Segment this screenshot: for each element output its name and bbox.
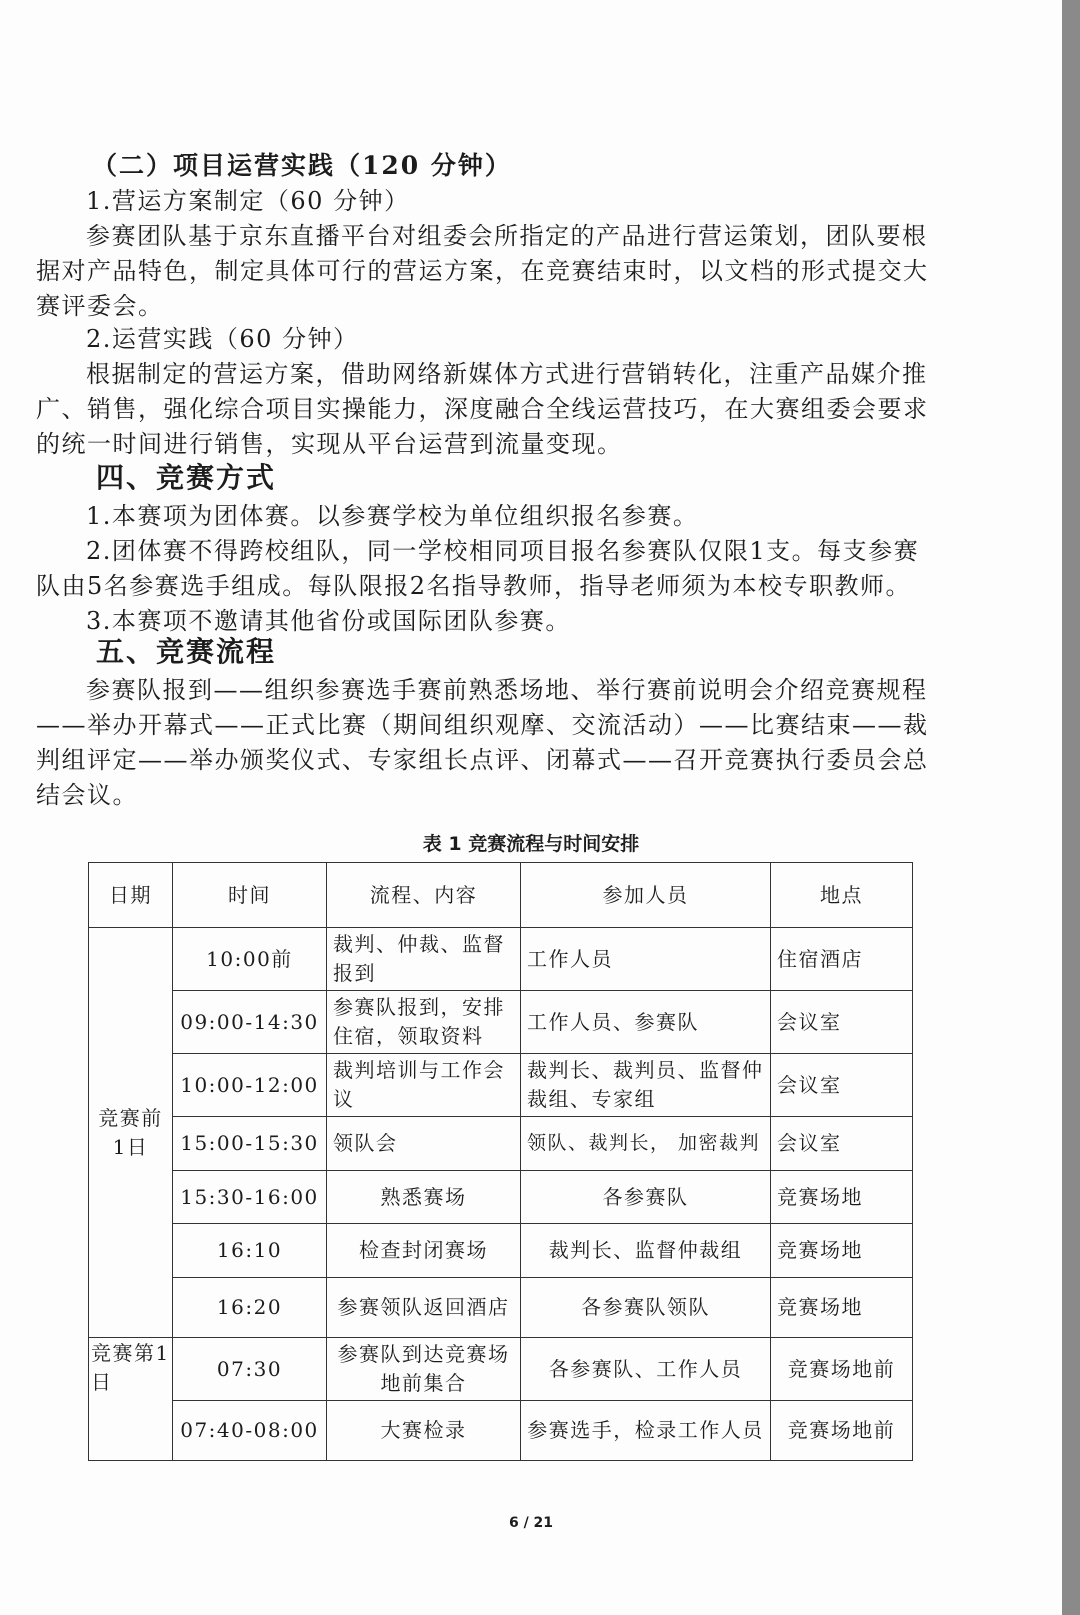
paragraph-line: 1.本赛项为团体赛。以参赛学校为单位组织报名参赛。 — [86, 502, 699, 530]
time-cell: 07:40-08:00 — [173, 1401, 327, 1461]
time-cell: 10:00前 — [173, 928, 327, 991]
people-cell: 各参赛队、工作人员 — [521, 1338, 771, 1401]
place-cell: 竞赛场地前 — [771, 1338, 913, 1401]
place-cell: 竞赛场地 — [771, 1224, 913, 1278]
section-2-item-2: 2.运营实践（60 分钟） — [86, 325, 359, 353]
place-cell: 会议室 — [771, 1117, 913, 1171]
content-cell: 熟悉赛场 — [327, 1171, 521, 1224]
table-row — [89, 1171, 913, 1224]
content-cell: 大赛检录 — [327, 1401, 521, 1461]
time-cell: 16:10 — [173, 1224, 327, 1278]
content-cell: 裁判培训与工作会议 — [327, 1054, 521, 1117]
table-row — [89, 928, 913, 991]
content-cell: 参赛队报到，安排住宿，领取资料 — [327, 991, 521, 1054]
content-cell: 参赛领队返回酒店 — [327, 1278, 521, 1338]
content-cell: 领队会 — [327, 1117, 521, 1171]
time-cell: 16:20 — [173, 1278, 327, 1338]
people-cell: 参赛选手，检录工作人员 — [521, 1401, 771, 1461]
paragraph-line: 2.团体赛不得跨校组队，同一学校相同项目报名参赛队仅限1支。每支参赛 — [86, 537, 920, 565]
time-cell: 15:30-16:00 — [173, 1171, 327, 1224]
date-cell: 竞赛前1日 — [89, 928, 173, 1338]
time-cell: 09:00-14:30 — [173, 991, 327, 1054]
table-row — [89, 1401, 913, 1461]
header-date: 日期 — [89, 863, 173, 928]
table-row — [89, 1117, 913, 1171]
header-content: 流程、内容 — [327, 863, 521, 928]
page-edge — [1062, 0, 1080, 1615]
people-cell: 工作人员、参赛队 — [521, 991, 771, 1054]
paragraph-line: 据对产品特色，制定具体可行的营运方案，在竞赛结束时，以文档的形式提交大 — [36, 257, 929, 285]
paragraph-line: 参赛队报到——组织参赛选手赛前熟悉场地、举行赛前说明会介绍竞赛规程 — [86, 676, 928, 704]
time-cell: 10:00-12:00 — [173, 1054, 327, 1117]
paragraph-line: 赛评委会。 — [36, 292, 164, 320]
paragraph-line: 队由5名参赛选手组成。每队限报2名指导教师，指导老师须为本校专职教师。 — [36, 572, 912, 600]
section-2-item-1: 1.营运方案制定（60 分钟） — [86, 187, 410, 215]
section-5-heading: 五、竞赛流程 — [96, 635, 277, 668]
time-cell: 07:30 — [173, 1338, 327, 1401]
section-4-heading: 四、竞赛方式 — [96, 461, 277, 494]
paragraph-line: 参赛团队基于京东直播平台对组委会所指定的产品进行营运策划，团队要根 — [86, 222, 928, 250]
place-cell: 会议室 — [771, 991, 913, 1054]
table-row — [89, 1278, 913, 1338]
content-cell: 裁判、仲裁、监督报到 — [327, 928, 521, 991]
section-2-heading: （二）项目运营实践（120 分钟） — [92, 151, 512, 180]
place-cell: 会议室 — [771, 1054, 913, 1117]
people-cell: 各参赛队 — [521, 1171, 771, 1224]
table-row — [89, 1054, 913, 1117]
place-cell: 竞赛场地前 — [771, 1401, 913, 1461]
paragraph-line: 3.本赛项不邀请其他省份或国际团队参赛。 — [86, 607, 571, 635]
place-cell: 住宿酒店 — [771, 928, 913, 991]
schedule-table — [88, 862, 913, 1461]
paragraph-line: ——举办开幕式——正式比赛（期间组织观摩、交流活动）——比赛结束——裁 — [36, 711, 929, 739]
people-cell: 各参赛队领队 — [521, 1278, 771, 1338]
table-caption: 表 1 竞赛流程与时间安排 — [422, 833, 640, 855]
paragraph-line: 判组评定——举办颁奖仪式、专家组长点评、闭幕式——召开竞赛执行委员会总 — [36, 746, 929, 774]
page-number: 6 / 21 — [508, 1515, 554, 1531]
people-cell: 领队、裁判长， 加密裁判 — [521, 1117, 771, 1171]
table-row — [89, 1224, 913, 1278]
place-cell: 竞赛场地 — [771, 1278, 913, 1338]
content-cell: 参赛队到达竞赛场地前集合 — [327, 1338, 521, 1401]
time-cell: 15:00-15:30 — [173, 1117, 327, 1171]
paragraph-line: 的统一时间进行销售，实现从平台运营到流量变现。 — [36, 430, 623, 458]
people-cell: 工作人员 — [521, 928, 771, 991]
paragraph-line: 根据制定的营运方案，借助网络新媒体方式进行营销转化，注重产品媒介推 — [86, 360, 928, 388]
paragraph-line: 结会议。 — [36, 781, 138, 809]
people-cell: 裁判长、监督仲裁组 — [521, 1224, 771, 1278]
table-header-row — [89, 863, 913, 928]
header-time: 时间 — [173, 863, 327, 928]
table-row — [89, 991, 913, 1054]
header-place: 地点 — [771, 863, 913, 928]
people-cell: 裁判长、裁判员、监督仲裁组、专家组 — [521, 1054, 771, 1117]
paragraph-line: 广、销售，强化综合项目实操能力，深度融合全线运营技巧，在大赛组委会要求 — [36, 395, 929, 423]
header-people: 参加人员 — [521, 863, 771, 928]
place-cell: 竞赛场地 — [771, 1171, 913, 1224]
table-row — [89, 1338, 913, 1401]
date-cell: 竞赛第1日 — [89, 1338, 173, 1461]
content-cell: 检查封闭赛场 — [327, 1224, 521, 1278]
